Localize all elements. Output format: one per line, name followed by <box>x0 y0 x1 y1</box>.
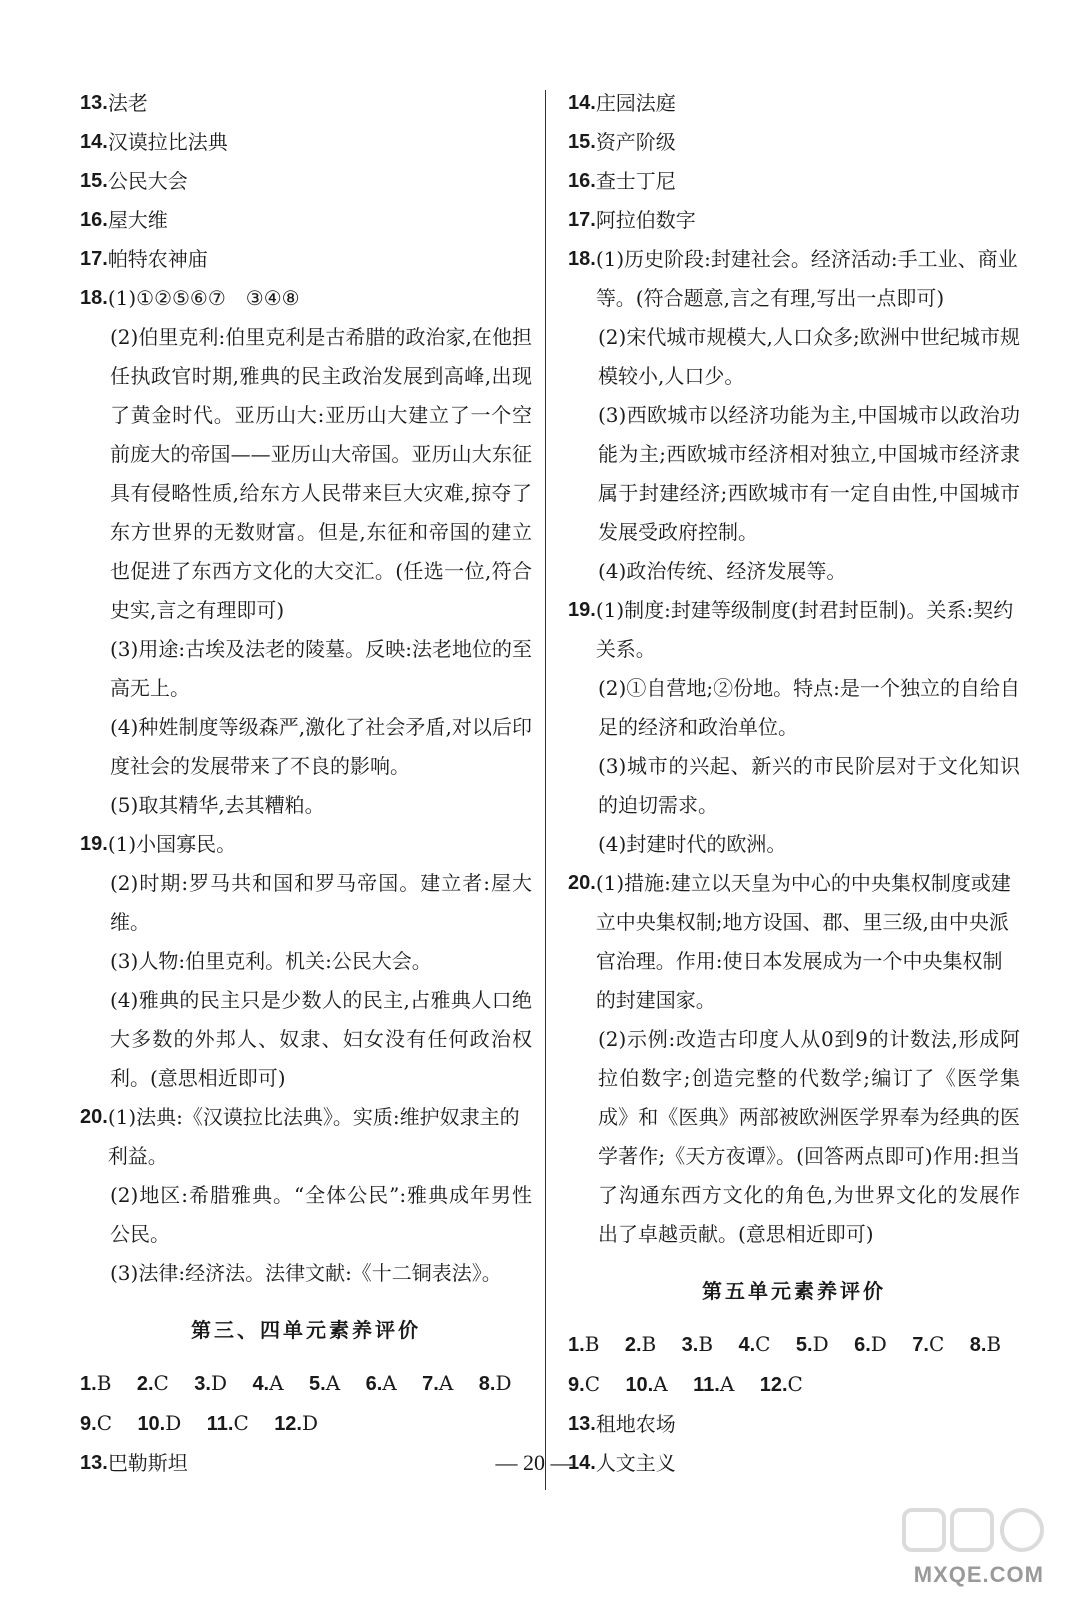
answer-text: 查士丁尼 <box>595 169 676 193</box>
question-number: 20. <box>568 872 596 894</box>
mc-number: 7. <box>912 1334 929 1356</box>
mc-letter: C <box>928 1332 945 1356</box>
mc-number: 6. <box>365 1373 383 1395</box>
question-number: 14. <box>568 92 596 114</box>
mc-letter: C <box>153 1371 169 1395</box>
column-divider <box>545 90 546 1490</box>
mc-letter: C <box>787 1372 803 1396</box>
mc-letter: A <box>438 1371 454 1395</box>
mc-number: 2. <box>624 1334 642 1356</box>
left-top-items <box>80 84 532 279</box>
mc-answer <box>137 1371 169 1395</box>
right-top-items <box>568 84 1020 240</box>
question-number: 18. <box>568 248 596 270</box>
sub-answer: (3)人物:伯里克利。机关:公民大会。 <box>110 949 432 973</box>
sub-answer: (5)取其精华,去其糟粕。 <box>110 793 325 817</box>
mc-number: 10. <box>137 1413 166 1435</box>
multiple-choice-row <box>80 1404 532 1444</box>
mc-answer <box>194 1371 227 1395</box>
sub-answer: (2)伯里克利:伯里克利是古希腊的政治家,在他担任执政官时期,雅典的民主政治发展到高峰,出现了黄金时代。亚历山大:亚历山大建立了一个空前庞大的帝国——亚历山大帝国。亚历山大东征具有侵略性质,给东方人民带来巨大灾难,掠夺了东方世界的无数财富。但是,东征和帝国的建立也促进了东西方文化的大交汇。(任选一位,符合史实,言之有理即可) <box>110 325 532 622</box>
mc-answer <box>854 1332 887 1356</box>
answer-text: 庄园法庭 <box>595 91 676 115</box>
mc-answer <box>309 1371 340 1395</box>
mc-answer <box>912 1332 944 1356</box>
list-item <box>568 201 1020 240</box>
mc-number: 2. <box>136 1373 154 1395</box>
answer-text: 帕特农神庙 <box>107 247 208 271</box>
question-number: 15. <box>568 131 596 153</box>
question-number: 13. <box>568 1413 596 1435</box>
mc-letter: A <box>719 1372 735 1396</box>
mc-letter: B <box>641 1332 657 1356</box>
mc-letter: A <box>269 1371 284 1395</box>
mc-number: 12. <box>759 1374 788 1396</box>
mc-letter: B <box>698 1332 714 1356</box>
left-question-19 <box>80 825 532 1098</box>
left-question-18 <box>80 279 532 825</box>
sub-answer: (3)用途:古埃及法老的陵墓。反映:法老地位的至高无上。 <box>110 637 532 700</box>
mc-number: 6. <box>854 1334 871 1356</box>
question-number: 15. <box>80 170 108 192</box>
mc-number: 1. <box>80 1373 97 1395</box>
sub-answer: (3)城市的兴起、新兴的市民阶层对于文化知识的迫切需求。 <box>598 754 1020 817</box>
mc-number: 10. <box>625 1374 654 1396</box>
mc-number: 8. <box>478 1373 496 1395</box>
mc-answer <box>568 1332 599 1356</box>
sub-answer: (2)地区:希腊雅典。“全体公民”:雅典成年男性公民。 <box>110 1183 532 1246</box>
mc-letter: B <box>96 1371 112 1395</box>
question-number: 19. <box>568 599 596 621</box>
mc-letter: B <box>986 1332 1002 1356</box>
mc-letter: D <box>812 1332 829 1356</box>
list-item <box>80 123 532 162</box>
watermark-text: MXQE.COM <box>913 1562 1044 1587</box>
question-number: 17. <box>568 209 596 231</box>
multiple-choice-row <box>80 1364 532 1404</box>
answer-text: 人文主义 <box>595 1451 676 1475</box>
mc-letter: D <box>870 1332 887 1356</box>
mc-number: 11. <box>693 1374 720 1396</box>
mc-answer <box>366 1371 397 1395</box>
right-question-19 <box>568 591 1020 864</box>
mc-answer <box>422 1371 453 1395</box>
sub-answer: (2)①自营地;②份地。特点:是一个独立的自给自足的经济和政治单位。 <box>598 676 1020 739</box>
mc-letter: D <box>210 1371 227 1395</box>
mc-number: 9. <box>80 1413 97 1435</box>
answer-text: (1)制度:封建等级制度(封君封臣制)。关系:契约关系。 <box>595 598 1014 661</box>
mc-number: 4. <box>252 1373 270 1395</box>
answer-text: 汉谟拉比法典 <box>107 130 228 154</box>
answer-text: (1)法典:《汉谟拉比法典》。实质:维护奴隶主的利益。 <box>107 1105 520 1168</box>
sub-answer: (2)时期:罗马共和国和罗马帝国。建立者:屋大维。 <box>110 871 532 934</box>
question-number: 16. <box>80 209 108 231</box>
section-title: 第三、四单元素养评价 <box>191 1318 421 1342</box>
mc-letter: D <box>302 1411 319 1435</box>
list-item <box>80 84 532 123</box>
mc-answer <box>760 1372 803 1396</box>
sub-answer: (2)示例:改造古印度人从0到9的计数法,形成阿拉伯数字;创造完整的代数学;编订了《医学集成》和《医典》两部被欧洲医学界奉为经典的医学著作;《天方夜谭》。(回答两点即可)作用:担当了沟通东西方文化的角色,为世界文化的发展作出了卓越贡献。(意思相近即可) <box>598 1027 1020 1246</box>
mc-number: 4. <box>738 1334 756 1356</box>
question-number: 14. <box>80 131 108 153</box>
question-number: 14. <box>568 1452 596 1474</box>
mc-number: 11. <box>206 1413 234 1435</box>
mc-answer <box>568 1372 600 1396</box>
mc-letter: C <box>96 1411 112 1435</box>
question-number: 18. <box>80 287 108 309</box>
section-title: 第五单元素养评价 <box>702 1279 886 1303</box>
list-item <box>568 1405 1020 1444</box>
question-number: 17. <box>80 248 108 270</box>
mc-number: 7. <box>422 1373 439 1395</box>
sub-answer: (2)宋代城市规模大,人口众多;欧洲中世纪城市规模较小,人口少。 <box>598 325 1020 388</box>
right-column <box>568 84 1020 1483</box>
answer-text: 资产阶级 <box>595 130 676 154</box>
mc-number: 5. <box>795 1334 813 1356</box>
mc-number: 1. <box>568 1334 585 1356</box>
mc-answer <box>970 1332 1001 1356</box>
list-item <box>80 240 532 279</box>
question-number: 20. <box>80 1106 108 1128</box>
mc-letter: A <box>653 1372 668 1396</box>
mc-answer <box>274 1411 318 1435</box>
sub-answer: (3)法律:经济法。法律文献:《十二铜表法》。 <box>110 1261 502 1285</box>
page-number: — 20 — <box>495 1450 573 1475</box>
right-question-20 <box>568 864 1020 1254</box>
mc-answer <box>479 1371 512 1395</box>
right-question-18 <box>568 240 1020 591</box>
mc-letter: B <box>584 1332 600 1356</box>
mc-answer <box>252 1371 283 1395</box>
mc-letter: C <box>755 1332 771 1356</box>
mc-number: 8. <box>969 1334 987 1356</box>
mc-answer <box>80 1411 112 1435</box>
list-item <box>568 123 1020 162</box>
list-item: 13. 巴勒斯坦 <box>80 1451 188 1475</box>
mc-number: 5. <box>309 1373 326 1395</box>
mc-answer <box>796 1332 829 1356</box>
list-item <box>568 162 1020 201</box>
mc-answer <box>625 1332 656 1356</box>
answer-text: 法老 <box>107 91 148 115</box>
sub-answer: (4)政治传统、经济发展等。 <box>598 559 847 583</box>
left-question-20 <box>80 1098 532 1293</box>
sub-answer: (4)种姓制度等级森严,激化了社会矛盾,对以后印度社会的发展带来了不良的影响。 <box>110 715 532 778</box>
mc-number: 3. <box>681 1334 699 1356</box>
sub-answer: (4)雅典的民主只是少数人的民主,占雅典人口绝大多数的外邦人、奴隶、妇女没有任何政治权利。(意思相近即可) <box>110 988 532 1090</box>
sub-answer: (3)西欧城市以经济功能为主,中国城市以政治功能为主;西欧城市经济相对独立,中国城市经济隶属于封建经济;西欧城市有一定自由性,中国城市发展受政府控制。 <box>598 403 1020 544</box>
mc-answer <box>207 1411 249 1435</box>
answer-text: (1)历史阶段:封建社会。经济活动:手工业、商业等。(符合题意,言之有理,写出一点即可) <box>595 247 1018 310</box>
answer-text: 阿拉伯数字 <box>595 208 696 232</box>
multiple-choice-row <box>568 1365 1020 1405</box>
list-item <box>80 201 532 240</box>
mc-answer <box>693 1372 734 1396</box>
mc-number: 3. <box>194 1373 211 1395</box>
answer-text: (1)①②⑤⑥⑦ ③④⑧ <box>107 286 300 310</box>
mc-letter: A <box>325 1371 341 1395</box>
question-number: 13. <box>80 92 108 114</box>
list-item <box>80 162 532 201</box>
mc-answer <box>625 1372 667 1396</box>
mc-letter: A <box>382 1371 397 1395</box>
answer-text: 租地农场 <box>595 1412 676 1436</box>
mc-letter: D <box>495 1371 512 1395</box>
mc-answer <box>137 1411 181 1435</box>
multiple-choice-row <box>568 1325 1020 1365</box>
mc-letter: C <box>233 1411 249 1435</box>
answer-text: 屋大维 <box>107 208 168 232</box>
sub-answer: (4)封建时代的欧洲。 <box>598 832 787 856</box>
mc-letter: D <box>165 1411 182 1435</box>
answer-text: (1)措施:建立以天皇为中心的中央集权制度或建立中央集权制;地方设国、郡、里三级,由中央派官治理。作用:使日本发展成为一个中央集权制的封建国家。 <box>595 871 1011 1012</box>
mc-answer <box>738 1332 770 1356</box>
question-number: 19. <box>80 833 108 855</box>
answer-text: (1)小国寡民。 <box>107 832 237 856</box>
answer-text: 公民大会 <box>107 169 188 193</box>
list-item <box>568 84 1020 123</box>
mc-answer <box>682 1332 713 1356</box>
left-column <box>80 84 532 1483</box>
mc-number: 12. <box>274 1413 302 1435</box>
mc-answer <box>80 1371 111 1395</box>
mc-letter: C <box>584 1372 600 1396</box>
mc-number: 9. <box>568 1374 585 1396</box>
question-number: 16. <box>568 170 596 192</box>
